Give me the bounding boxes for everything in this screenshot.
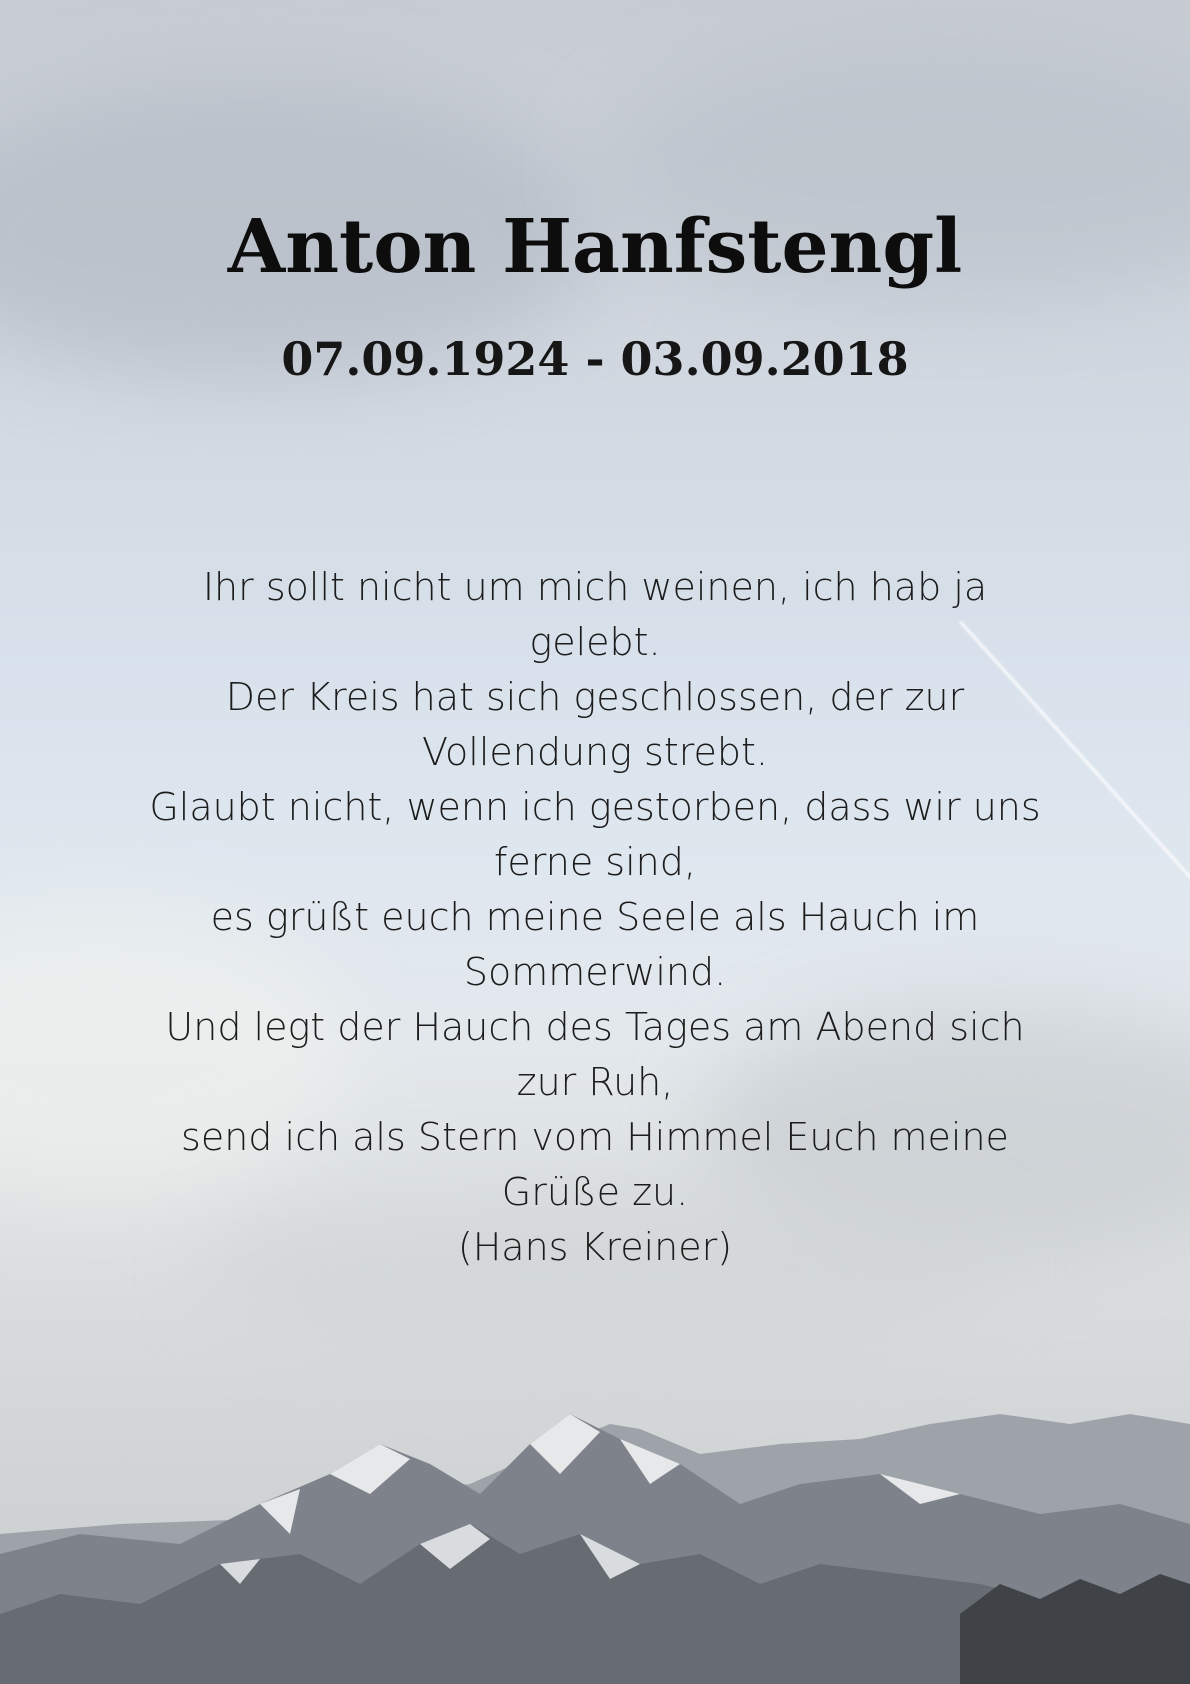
poem-line: zur Ruh,: [516, 1060, 674, 1104]
poem-line: ferne sind,: [494, 840, 696, 884]
forest: [960, 1574, 1190, 1684]
deceased-name: Anton Hanfstengl: [227, 204, 963, 290]
poem-line: es grüßt euch meine Seele als Hauch im: [210, 895, 980, 939]
poem-line: Der Kreis hat sich geschlossen, der zur: [225, 675, 965, 719]
poem-line: Sommerwind.: [463, 950, 727, 994]
poem-line: gelebt.: [529, 620, 661, 664]
poem-author: (Hans Kreiner): [457, 1225, 733, 1269]
poem-line: Und legt der Hauch des Tages am Abend sich: [165, 1005, 1025, 1049]
life-dates: 07.09.1924 - 03.09.2018: [281, 332, 909, 386]
poem-line: Ihr sollt nicht um mich weinen, ich hab ja: [202, 565, 988, 609]
poem-line: Grüße zu.: [501, 1170, 689, 1214]
poem-line: Vollendung strebt.: [421, 730, 768, 774]
poem-line: Glaubt nicht, wenn ich gestorben, dass wir uns: [149, 785, 1041, 829]
poem-line: send ich als Stern vom Himmel Euch meine: [181, 1115, 1009, 1159]
poem: [120, 560, 1070, 1275]
mountain-range-image: [0, 1384, 1190, 1684]
